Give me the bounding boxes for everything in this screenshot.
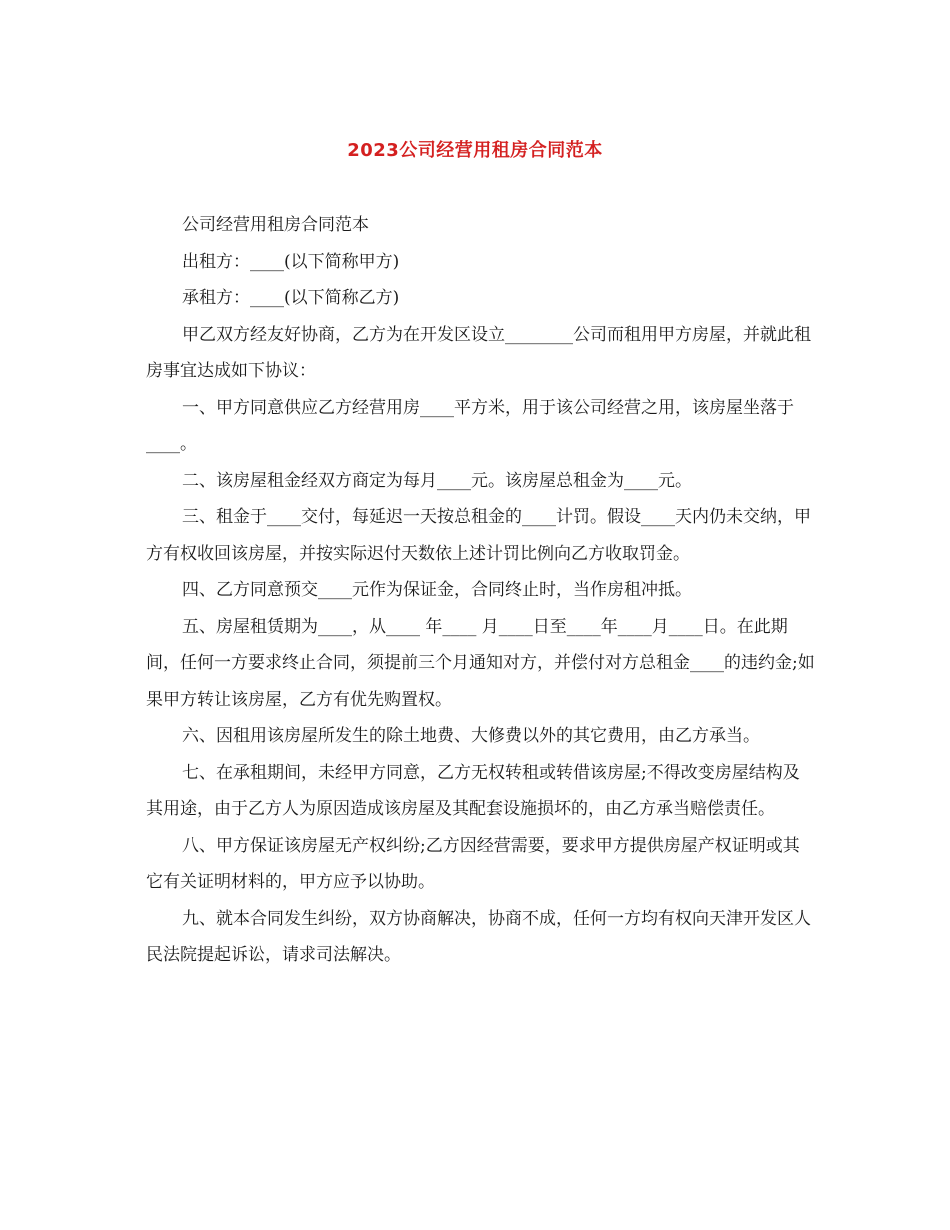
- paragraph-preamble: 甲乙双方经友好协商，乙方为在开发区设立________公司而租用甲方房屋，并就此租房事宜达成如下协议：: [146, 324, 811, 381]
- paragraph-heading: 公司经营用租房合同范本: [182, 215, 369, 235]
- paragraph-lessor: 出租方：____(以下简称甲方): [182, 251, 400, 272]
- paragraph-lessee: 承租方：____(以下简称乙方): [182, 288, 400, 308]
- clause-6: 六、因租用该房屋所发生的除土地费、大修费以外的其它费用，由乙方承当。: [182, 726, 760, 746]
- clause-7: 七、在承租期间，未经甲方同意，乙方无权转租或转借该房屋;不得改变房屋结构及其用途，由于乙方人为原因造成该房屋及其配套设施损坏的，由乙方承当赔偿责任。: [146, 762, 800, 819]
- clause-8: 八、甲方保证该房屋无产权纠纷;乙方因经营需要，要求甲方提供房屋产权证明或其它有关证明材料的，甲方应予以协助。: [146, 835, 800, 892]
- document-title: 2023公司经营用租房合同范本: [347, 140, 603, 161]
- clause-4: 四、乙方同意预交____元作为保证金，合同终止时，当作房租冲抵。: [182, 580, 692, 600]
- document-body: [146, 207, 816, 974]
- clause-5: 五、房屋租赁期为____，从____ 年____ 月____日至____年____月____日。在此期间，任何一方要求终止合同，须提前三个月通知对方，并偿付对方总租金____的违约金;如果甲方转让该房屋，乙方有优先购置权。: [146, 616, 815, 710]
- clause-3: 三、租金于____交付，每延迟一天按总租金的____计罚。假设____天内仍未交纳，甲方有权收回该房屋，并按实际迟付天数依上述计罚比例向乙方收取罚金。: [146, 507, 811, 564]
- clause-2: 二、该房屋租金经双方商定为每月____元。该房屋总租金为____元。: [182, 470, 692, 491]
- clause-9: 九、就本合同发生纠纷，双方协商解决，协商不成，任何一方均有权向天津开发区人民法院提起诉讼，请求司法解决。: [146, 908, 811, 965]
- clause-1: 一、甲方同意供应乙方经营用房____平方米，用于该公司经营之用，该房屋坐落于____。: [146, 397, 794, 454]
